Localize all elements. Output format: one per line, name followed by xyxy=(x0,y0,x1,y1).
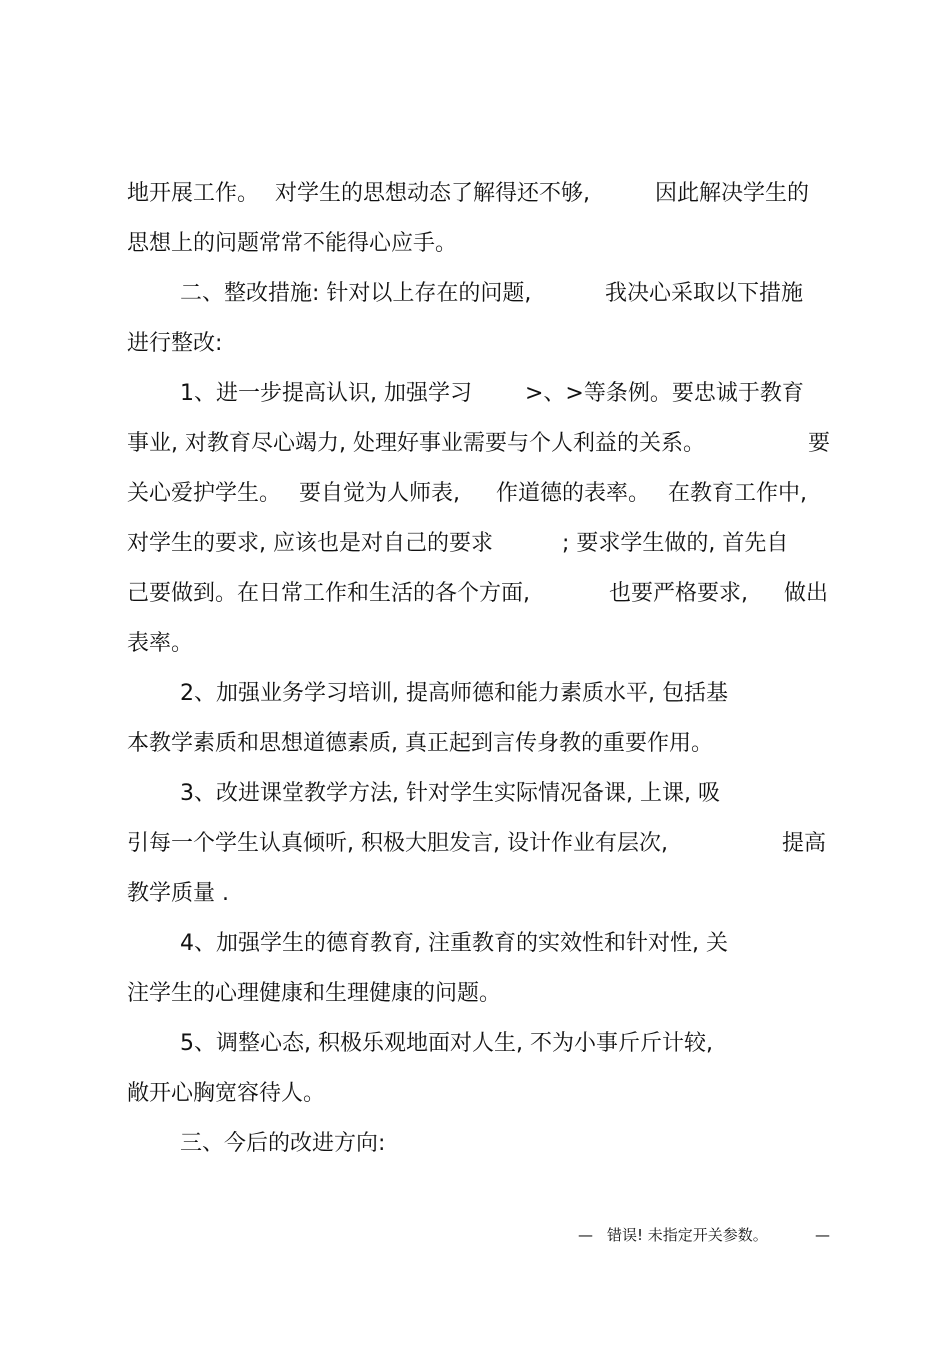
text-line xyxy=(0,1127,950,1161)
text-segment: 表率。 xyxy=(127,631,194,656)
text-segment: 2、加强业务学习培训, 提高师德和能力素质水平, 包括基 xyxy=(180,681,728,706)
text-line xyxy=(0,1027,950,1061)
text-segment: 4、加强学生的德育教育, 注重教育的实效性和针对性, 关 xyxy=(180,931,728,956)
text-line xyxy=(0,777,950,811)
text-segment: 敞开心胸宽容待人。 xyxy=(127,1081,326,1106)
text-line xyxy=(0,427,950,461)
text-line xyxy=(0,227,950,261)
text-line xyxy=(0,177,950,211)
text-segment: 思想上的问题常常不能得心应手。 xyxy=(127,231,458,256)
text-segment: 提高 xyxy=(782,831,827,856)
text-segment: 要 xyxy=(808,431,831,456)
text-segment: 本教学素质和思想道德素质, 真正起到言传身教的重要作用。 xyxy=(127,731,713,756)
footer-dash-left: — xyxy=(578,1226,593,1244)
text-segment: 做出 xyxy=(784,581,829,606)
text-segment: ; 要求学生做的, 首先自 xyxy=(562,531,789,556)
text-segment: 对学生的要求, 应该也是对自己的要求 xyxy=(127,531,493,556)
text-line xyxy=(0,677,950,711)
text-line xyxy=(0,827,950,861)
text-line xyxy=(0,577,950,611)
text-segment: 3、改进课堂教学方法, 针对学生实际情况备课, 上课, 吸 xyxy=(180,781,720,806)
text-line xyxy=(0,727,950,761)
text-segment: 也要严格要求, xyxy=(609,581,748,606)
text-line xyxy=(0,477,950,511)
footer-dash-right: — xyxy=(815,1226,830,1244)
text-segment: 教学质量 . xyxy=(127,881,229,906)
text-segment: 己要做到。在日常工作和生活的各个方面, xyxy=(127,581,530,606)
text-line xyxy=(0,327,950,361)
text-segment: 注学生的心理健康和生理健康的问题。 xyxy=(127,981,502,1006)
text-segment: 对学生的思想动态了解得还不够, xyxy=(275,181,590,206)
text-segment: 1、进一步提高认识, 加强学习 xyxy=(180,381,472,406)
text-segment: 事业, 对教育尽心竭力, 处理好事业需要与个人利益的关系。 xyxy=(127,431,705,456)
text-segment: 三、今后的改进方向: xyxy=(180,1131,386,1156)
text-line xyxy=(0,627,950,661)
footer-error-text: 错误! 未指定开关参数。 xyxy=(607,1226,768,1244)
text-line xyxy=(0,877,950,911)
text-segment: 在教育工作中, xyxy=(668,481,807,506)
text-segment: 因此解决学生的 xyxy=(655,181,810,206)
text-segment: 进行整改: xyxy=(127,331,223,356)
text-segment: 关心爱护学生。 xyxy=(127,481,282,506)
text-segment: 要自觉为人师表, xyxy=(299,481,460,506)
text-segment: 作道德的表率。 xyxy=(496,481,651,506)
text-line xyxy=(0,277,950,311)
text-line xyxy=(0,377,950,411)
text-line xyxy=(0,927,950,961)
text-segment: 我决心采取以下措施 xyxy=(605,281,804,306)
text-segment: 地开展工作。 xyxy=(127,181,260,206)
text-line xyxy=(0,527,950,561)
text-segment: 5、调整心态, 积极乐观地面对人生, 不为小事斤斤计较, xyxy=(180,1031,713,1056)
text-segment: 引每一个学生认真倾听, 积极大胆发言, 设计作业有层次, xyxy=(127,831,668,856)
text-segment: 二、整改措施: 针对以上存在的问题, xyxy=(180,281,532,306)
text-line xyxy=(0,977,950,1011)
text-line xyxy=(0,1077,950,1111)
text-segment: >、>等条例。要忠诚于教育 xyxy=(525,381,804,406)
